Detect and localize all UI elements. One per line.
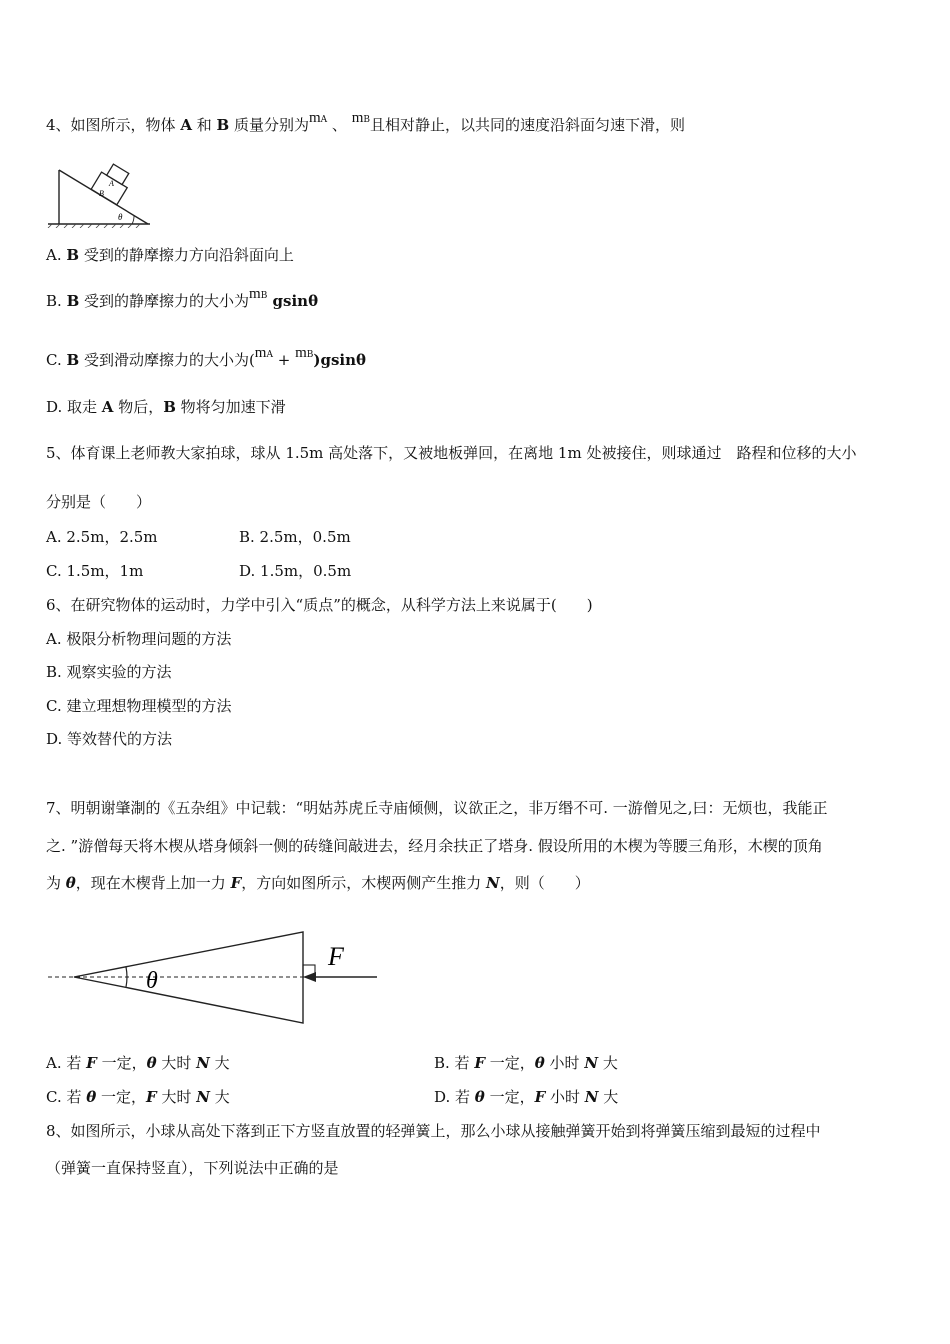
q7-stem-line3: [46, 873, 590, 893]
q6-stem: 6、在研究物体的运动时，力学中引入“质点”的概念，从科学方法上来说属于( ): [46, 596, 593, 614]
q4-mass-b: [352, 108, 370, 126]
q4-option-c-text: 受到滑动摩擦力的大小为(: [79, 351, 255, 369]
q4-option-d-a: A: [101, 398, 114, 416]
q7-option-c-theta: θ: [86, 1088, 97, 1106]
q5-option-b: B. 2.5m，0.5m: [239, 528, 351, 546]
wedge-figure: [44, 928, 384, 1028]
q4-option-b: [46, 286, 319, 314]
force-arrow-head: [303, 972, 316, 982]
q7-option-b-n: N: [584, 1054, 599, 1072]
q4-option-c-mass-a: [255, 343, 273, 361]
q4-stem-mid: 质量分别为: [229, 116, 309, 134]
q7-stem-line1: 7、明朝谢肇淛的《五杂组》中记载：“明姑苏虎丘寺庙倾侧，议欲正之，非万缗不可. 一游僧见之,曰：无烦也，我能正: [46, 799, 828, 817]
q4-option-b-prefix: B.: [46, 292, 67, 310]
q4-option-c-plus: +: [272, 351, 296, 369]
q7-option-a: [46, 1053, 230, 1073]
q6-option-d: D. 等效替代的方法: [46, 730, 173, 748]
q4-sep: 、: [327, 116, 352, 134]
q4-option-c-mass-a-sub: A: [266, 350, 273, 360]
q4-option-c: [46, 345, 367, 373]
q7-stem-line3-pre: 为: [46, 874, 66, 892]
q7-option-c-n: N: [196, 1088, 210, 1106]
q7-stem-n: N: [486, 874, 500, 892]
q6-option-b: B. 观察实验的方法: [46, 663, 172, 681]
q7-option-c-prefix: C. 若: [46, 1088, 87, 1106]
q7-option-b-mid: 一定，: [484, 1054, 535, 1072]
q4-stem-text: 4、如图所示，物体: [46, 116, 181, 134]
q7-option-b-tail: 大: [598, 1054, 618, 1072]
q4-option-b-b: B: [66, 292, 80, 310]
q5-option-a: A. 2.5m，2.5m: [46, 528, 158, 546]
q8-stem-line1: 8、如图所示，小球从高处下落到正下方竖直放置的轻弹簧上，那么小球从接触弹簧开始到将弹簧压缩到最短的过程中: [46, 1122, 821, 1140]
q4-option-d-prefix: D. 取走: [46, 398, 102, 416]
q7-option-a-prefix: A. 若: [46, 1054, 87, 1072]
q7-stem-line3-mid: ，现在木楔背上加一力: [75, 874, 231, 892]
q7-option-b-mid2: 小时: [544, 1054, 585, 1072]
q4-stem: [46, 110, 685, 138]
q4-option-c-mass-b-symbol: m: [295, 345, 307, 361]
q7-option-c: [46, 1087, 230, 1107]
q4-option-a: [46, 245, 294, 265]
q4-option-b-mass: [249, 284, 267, 302]
q6-option-c: C. 建立理想物理模型的方法: [46, 697, 232, 715]
q4-option-a-prefix: A.: [46, 246, 67, 264]
incline-figure: [44, 156, 154, 228]
q4-stem-post: 且相对静止，以共同的速度沿斜面匀速下滑，则: [369, 116, 685, 134]
q7-option-b-f: F: [474, 1054, 485, 1072]
fig-label-b: B: [99, 189, 104, 198]
q7-option-a-mid2: 大时: [156, 1054, 197, 1072]
q4-object-a: A: [180, 116, 192, 134]
q7-stem-line3-mid2: ，方向如图所示，木楔两侧产生推力: [241, 874, 487, 892]
q5-option-c: C. 1.5m，1m: [46, 562, 144, 580]
q7-option-c-mid2: 大时: [156, 1088, 197, 1106]
q4-option-c-mass-b-sub: B: [306, 350, 314, 360]
q4-mass-a-sub: A: [320, 115, 328, 125]
q7-option-d-mid: 一定，: [484, 1088, 535, 1106]
q7-stem-f: F: [230, 874, 242, 892]
q7-option-c-mid: 一定，: [96, 1088, 147, 1106]
theta-arc: [132, 216, 134, 224]
q5-stem-line1: 5、体育课上老师教大家拍球，球从 1.5m 高处落下，又被地板弹回，在离地 1m 处被接住，则球通过 路程和位移的大小: [46, 444, 857, 462]
q5-stem-line2: 分别是（ ）: [46, 493, 152, 511]
q7-stem-line3-post: ，则（ ）: [499, 874, 590, 892]
q4-option-b-mass-symbol: m: [249, 286, 261, 302]
wedge-label-f: F: [328, 942, 344, 971]
q4-option-b-mass-sub: B: [260, 291, 268, 301]
q7-option-d-tail: 大: [598, 1088, 619, 1106]
q4-option-a-b: B: [66, 246, 80, 264]
q4-option-d: [46, 397, 286, 417]
q7-option-a-f: F: [86, 1054, 97, 1072]
fig-label-a: A: [109, 179, 114, 188]
q8-stem-line2: （弹簧一直保持竖直），下列说法中正确的是: [46, 1159, 339, 1177]
q4-mass-b-sub: B: [363, 115, 370, 125]
q7-option-d: [434, 1087, 618, 1107]
q4-option-d-b: B: [163, 398, 176, 416]
q7-option-b-theta: θ: [534, 1054, 545, 1072]
q4-option-c-mass-a-symbol: m: [254, 345, 267, 361]
q7-option-a-n: N: [196, 1054, 210, 1072]
q4-option-a-text: 受到的静摩擦力方向沿斜面向上: [79, 246, 294, 264]
q4-option-d-mid: 物后，: [113, 398, 164, 416]
q7-option-a-tail: 大: [209, 1054, 230, 1072]
q4-option-c-prefix: C.: [46, 351, 67, 369]
q7-option-d-n: N: [584, 1088, 599, 1106]
q4-option-c-tail: )gsinθ: [313, 351, 367, 369]
q6-option-a: A. 极限分析物理问题的方法: [46, 630, 232, 648]
q4-and: 和: [191, 116, 217, 134]
q4-mass-b-symbol: m: [351, 110, 364, 126]
q7-option-a-theta: θ: [146, 1054, 157, 1072]
q4-object-b: B: [216, 116, 230, 134]
q7-option-c-f: F: [146, 1088, 157, 1106]
q4-option-b-tail: gsinθ: [267, 292, 319, 310]
q7-option-d-prefix: D. 若: [434, 1088, 475, 1106]
q7-option-b: [434, 1053, 618, 1073]
q7-option-d-f: F: [534, 1088, 546, 1106]
q7-option-d-theta: θ: [474, 1088, 485, 1106]
fig-label-theta: θ: [118, 212, 123, 222]
q7-option-d-mid2: 小时: [545, 1088, 585, 1106]
q4-mass-a: [309, 108, 327, 126]
q7-option-c-tail: 大: [209, 1088, 230, 1106]
q4-option-c-b: B: [66, 351, 80, 369]
q4-option-c-mass-b: [295, 343, 313, 361]
q7-stem-theta: θ: [65, 874, 76, 892]
q4-option-b-text: 受到的静摩擦力的大小为: [79, 292, 250, 310]
q4-mass-a-symbol: m: [308, 110, 321, 126]
q4-option-d-tail: 物将匀加速下滑: [175, 398, 286, 416]
q7-option-a-mid: 一定，: [96, 1054, 147, 1072]
q7-stem-line2: 之. ”游僧每天将木楔从塔身倾斜一侧的砖缝间敲进去，经月余扶正了塔身. 假设所用的木楔为等腰三角形，木楔的顶角: [46, 837, 823, 855]
wedge-label-theta: θ: [146, 968, 158, 994]
q7-option-b-prefix: B. 若: [434, 1054, 475, 1072]
q5-option-d: D. 1.5m，0.5m: [239, 562, 352, 580]
